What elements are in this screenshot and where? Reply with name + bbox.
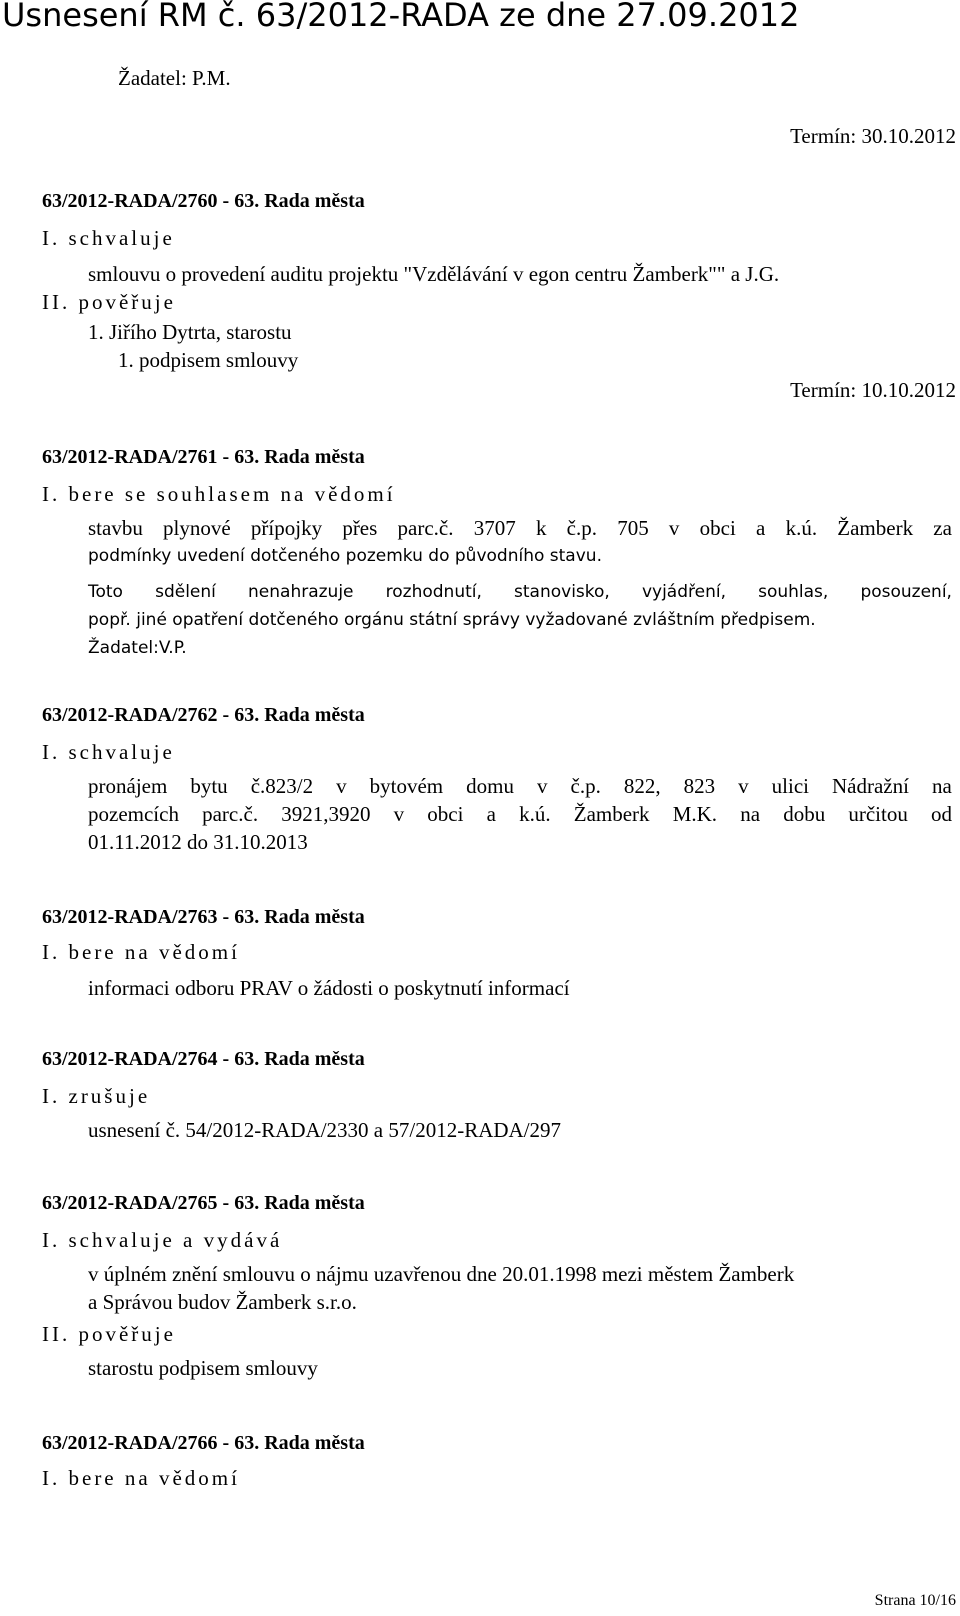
word: na	[740, 802, 761, 826]
word: v	[336, 774, 347, 798]
resolution-text-justified	[88, 516, 952, 541]
word: a	[756, 516, 766, 540]
resolution-text: podmínky uvedení dotčeného pozemku do původního stavu.	[88, 546, 602, 566]
word: parc.č.	[397, 516, 454, 540]
word: Žamberk	[837, 516, 914, 540]
page-number: Strana 10/16	[874, 1592, 956, 1609]
page-title: Usnesení RM č. 63/2012-RADA ze dne 27.09.2012	[2, 0, 800, 34]
resolution-text-justified	[88, 802, 952, 827]
word: rozhodnutí,	[385, 582, 482, 602]
word: v	[668, 516, 680, 540]
word: stavbu	[88, 516, 143, 540]
word: domu	[466, 774, 514, 798]
verb-label: II. pověřuje	[42, 290, 176, 314]
word: a	[486, 802, 496, 826]
resolution-text: 1. Jiřího Dytrta, starostu	[88, 320, 292, 344]
verb-label: I. bere na vědomí	[42, 940, 240, 964]
word: na	[931, 774, 952, 798]
word: bytu	[190, 774, 228, 798]
word: 705	[617, 516, 649, 540]
resolution-text: informaci odboru PRAV o žádosti o poskytnutí informací	[88, 976, 570, 1000]
word: č.p.	[566, 516, 597, 540]
word: ulici	[771, 774, 809, 798]
verb-label: I. schvaluje a vydává	[42, 1228, 283, 1252]
word: k.ú.	[785, 516, 818, 540]
word: Nádražní	[832, 774, 909, 798]
resolution-text: popř. jiné opatření dotčeného orgánu státní správy vyžadované zvláštním předpisem.	[88, 610, 816, 630]
resolution-heading: 63/2012-RADA/2760 - 63. Rada města	[42, 190, 365, 212]
resolution-heading: 63/2012-RADA/2764 - 63. Rada města	[42, 1048, 365, 1070]
word: 3707	[473, 516, 516, 540]
resolution-text: usnesení č. 54/2012-RADA/2330 a 57/2012-RADA/297	[88, 1118, 562, 1142]
resolution-heading: 63/2012-RADA/2765 - 63. Rada města	[42, 1192, 365, 1214]
verb-label: I. bere na vědomí	[42, 1466, 240, 1490]
word: nenahrazuje	[248, 582, 354, 602]
verb-label: I. zrušuje	[42, 1084, 151, 1108]
word: posouzení,	[860, 582, 952, 602]
deadline: Termín: 30.10.2012	[790, 124, 956, 148]
word: obci	[699, 516, 736, 540]
word: č.823/2	[250, 774, 314, 798]
resolution-heading: 63/2012-RADA/2763 - 63. Rada města	[42, 906, 365, 928]
resolution-heading: 63/2012-RADA/2762 - 63. Rada města	[42, 704, 365, 726]
word: přes	[342, 516, 378, 540]
word: v	[738, 774, 749, 798]
resolution-text: 01.11.2012 do 31.10.2013	[88, 830, 308, 854]
resolution-text: 1. podpisem smlouvy	[118, 348, 299, 372]
resolution-heading: 63/2012-RADA/2766 - 63. Rada města	[42, 1432, 365, 1454]
deadline: Termín: 10.10.2012	[790, 378, 956, 402]
word: č.p.	[570, 774, 601, 798]
word: obci	[427, 802, 464, 826]
word: parc.č.	[202, 802, 259, 826]
word: 823	[683, 774, 716, 798]
verb-label: I. schvaluje	[42, 740, 175, 764]
word: bytovém	[369, 774, 444, 798]
verb-label: I. bere se souhlasem na vědomí	[42, 482, 396, 506]
word: souhlas,	[758, 582, 829, 602]
word: v	[393, 802, 405, 826]
word: 822,	[623, 774, 661, 798]
verb-label: II. pověřuje	[42, 1322, 176, 1346]
word: sdělení	[155, 582, 216, 602]
word: 3921,3920	[281, 802, 371, 826]
word: pronájem	[88, 774, 168, 798]
word: od	[930, 802, 952, 826]
word: k.ú.	[519, 802, 551, 826]
word: v	[537, 774, 548, 798]
resolution-heading: 63/2012-RADA/2761 - 63. Rada města	[42, 446, 365, 468]
resolution-text-justified	[88, 774, 952, 799]
resolution-text-justified	[88, 582, 952, 602]
word: Toto	[88, 582, 123, 602]
word: M.K.	[672, 802, 718, 826]
word: přípojky	[250, 516, 323, 540]
word: pozemcích	[88, 802, 179, 826]
word: určitou	[848, 802, 908, 826]
resolution-text: smlouvu o provedení auditu projektu "Vzdělávání v egon centru Žamberk"" a J.G.	[88, 262, 780, 286]
word: Žamberk	[573, 802, 650, 826]
verb-label: I. schvaluje	[42, 226, 175, 250]
applicant-label: Žadatel:V.P.	[88, 638, 187, 658]
word: stanovisko,	[514, 582, 610, 602]
resolution-text: v úplném znění smlouvu o nájmu uzavřenou dne 20.01.1998 mezi městem Žamberk	[88, 1262, 795, 1286]
resolution-text: a Správou budov Žamberk s.r.o.	[88, 1290, 357, 1314]
resolution-text: starostu podpisem smlouvy	[88, 1356, 318, 1380]
word: vyjádření,	[641, 582, 726, 602]
word: plynové	[163, 516, 231, 540]
applicant-label: Žadatel: P.M.	[118, 66, 231, 90]
word: dobu	[783, 802, 826, 826]
word: za	[933, 516, 952, 540]
word: k	[535, 516, 547, 540]
